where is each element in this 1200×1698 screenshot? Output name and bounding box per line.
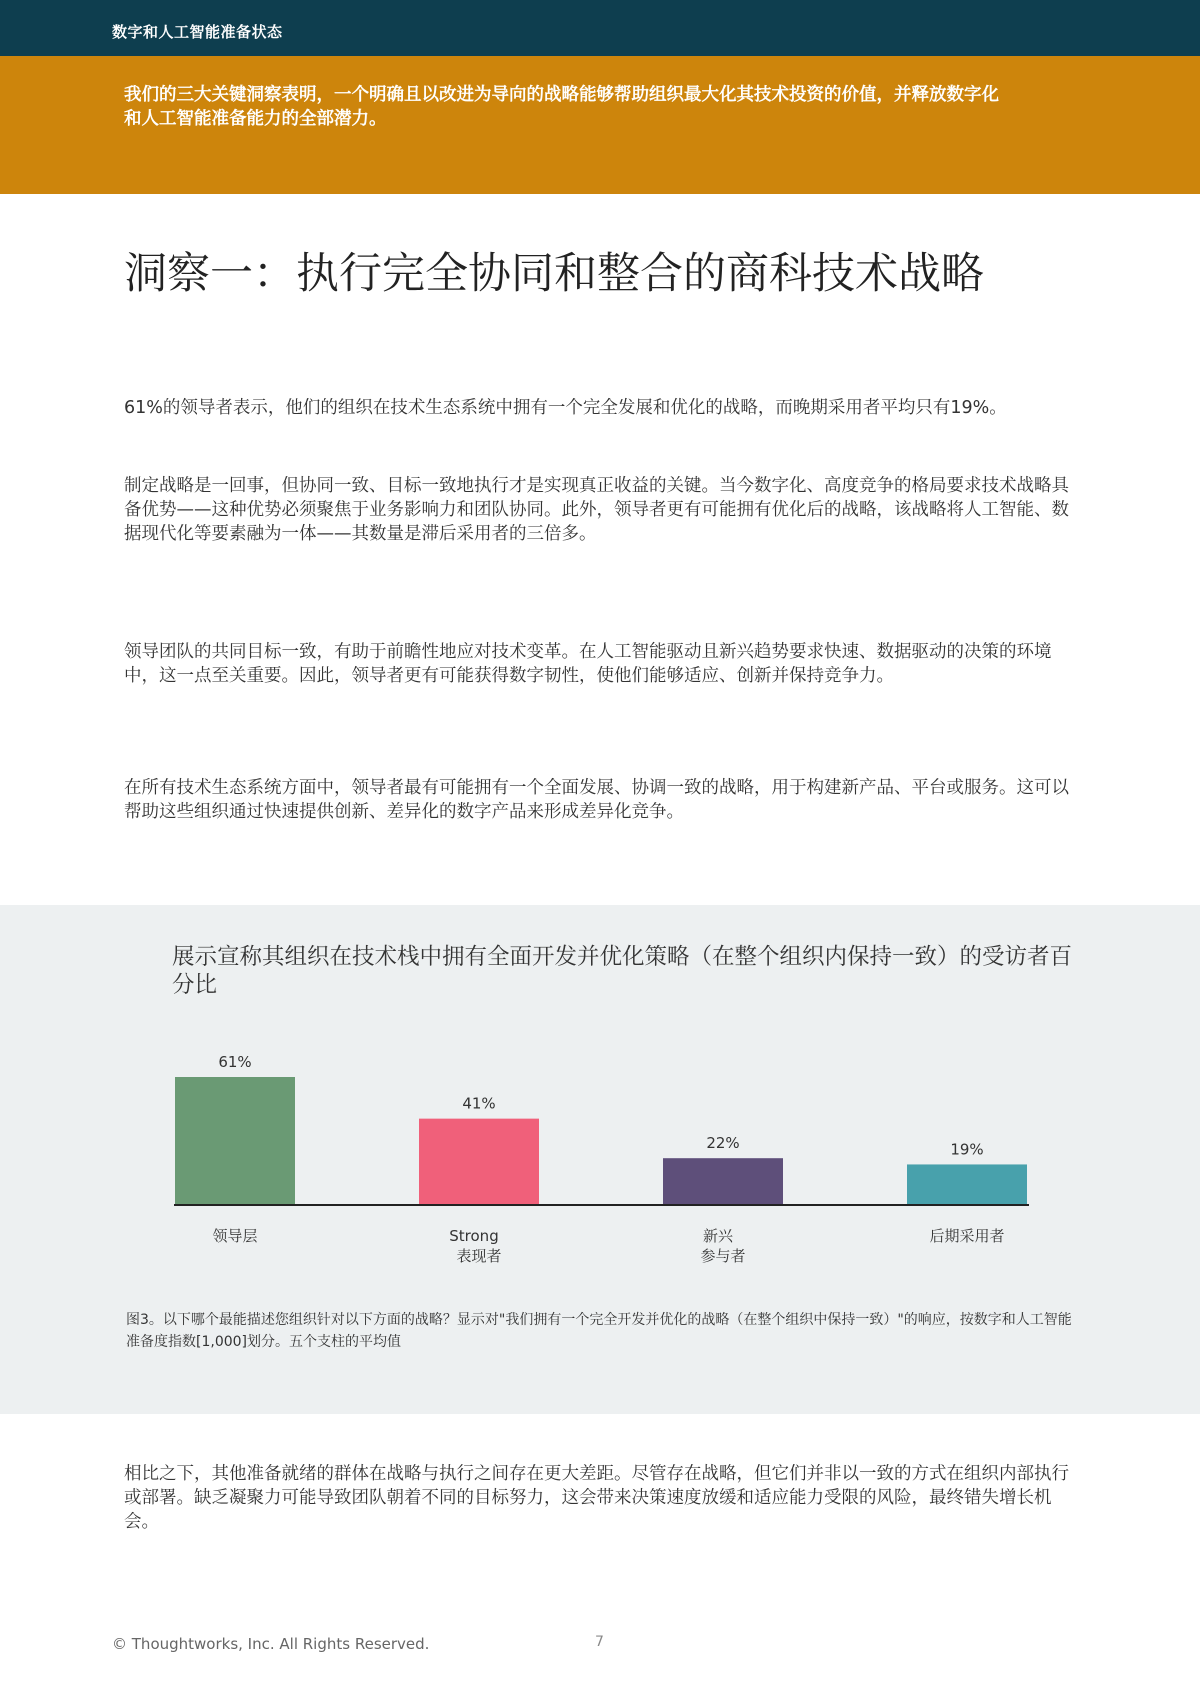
top-header-bar: [0, 0, 1200, 56]
bar-1: [175, 1077, 295, 1204]
paragraph-1: 61%的领导者表示，他们的组织在技术生态系统中拥有一个完全发展和优化的战略，而晚期采用者平均只有19%。: [124, 398, 1007, 418]
copyright-notice: © Thoughtworks, Inc. All Rights Reserved.: [112, 1635, 430, 1653]
bar-4: [907, 1164, 1027, 1204]
bar-value-label-4: 19%: [950, 1140, 984, 1159]
section-label: 数字和人工智能准备状态: [112, 23, 283, 41]
paragraph-2: 制定战略是一回事，但协同一致、目标一致地执行才是实现真正收益的关键。当今数字化、高度竞争的格局要求技术战略具备优势——这种优势必须聚焦于业务影响力和团队协同。此外，领导者更有可能拥有优化后的战略，该战略将人工智能、数据现代化等要素融为一体——其数量是滞后采用者的三倍多。: [124, 476, 1069, 544]
bar-value-label-3: 22%: [706, 1134, 740, 1153]
paragraph-4: 在所有技术生态系统方面中，领导者最有可能拥有一个全面发展、协调一致的战略，用于构建新产品、平台或服务。这可以帮助这些组织通过快速提供创新、差异化的数字产品来形成差异化竞争。: [124, 778, 1069, 822]
paragraph-5: 相比之下，其他准备就绪的群体在战略与执行之间存在更大差距。尽管存在战略，但它们并非以一致的方式在组织内部执行或部署。缺乏凝聚力可能导致团队朝着不同的目标努力，这会带来决策速度放缓和适应能力受限的风险，最终错失增长机会。: [124, 1464, 1069, 1532]
paragraph-3: 领导团队的共同目标一致，有助于前瞻性地应对技术变革。在人工智能驱动且新兴趋势要求快速、数据驱动的决策的环境中，这一点至关重要。因此，领导者更有可能获得数字韧性，使他们能够适应、创新并保持竞争力。: [124, 642, 1052, 686]
category-label-1: 领导层: [212, 1227, 258, 1245]
page-number: 7: [595, 1634, 604, 1650]
chart-panel: [0, 905, 1200, 1414]
category-label-3: 新兴参与者: [700, 1227, 746, 1265]
bar-chart: [0, 905, 1200, 1305]
banner-text: 我们的三大关键洞察表明，一个明确且以改进为导向的战略能够帮助组织最大化其技术投资的价值，并释放数字化和人工智能准备能力的全部潜力。: [124, 85, 999, 129]
chart-title: 展示宣称其组织在技术栈中拥有全面开发并优化策略（在整个组织内保持一致）的受访者百分比: [172, 944, 1073, 998]
bar-3: [663, 1158, 783, 1204]
bar-value-label-2: 41%: [462, 1094, 496, 1113]
category-label-4: 后期采用者: [929, 1227, 1005, 1245]
category-label-2: Strong 表现者: [449, 1227, 502, 1265]
bar-2: [419, 1119, 539, 1204]
key-insight-banner: [0, 56, 1200, 194]
insight-title: 洞察一：执行完全协同和整合的商科技术战略: [124, 249, 984, 299]
figure-caption: 图3。以下哪个最能描述您组织针对以下方面的战略？显示对"我们拥有一个完全开发并优化的战略（在整个组织中保持一致）"的响应，按数字和人工智能准备度指数[1,000]划分。五个支柱的平均值: [126, 1312, 1072, 1350]
bar-value-label-1: 61%: [218, 1053, 252, 1071]
